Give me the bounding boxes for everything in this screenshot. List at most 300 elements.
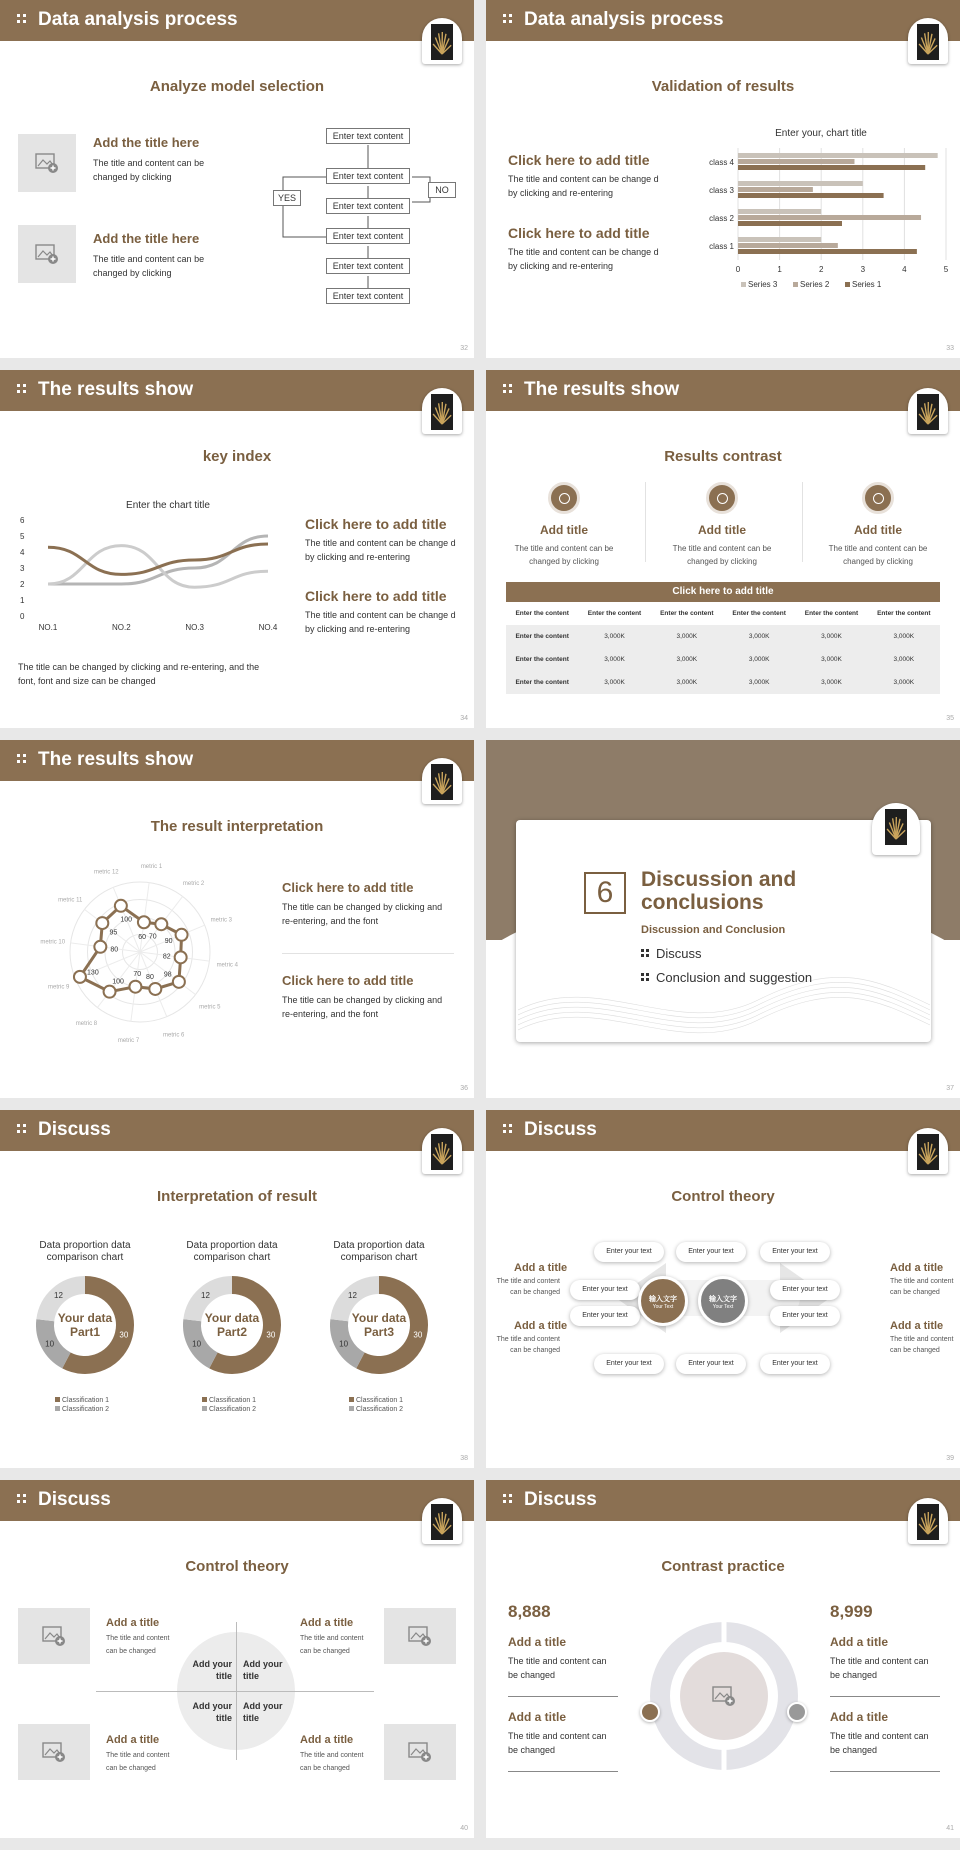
side-body[interactable]: The title and content can be changed <box>890 1278 954 1296</box>
item-body[interactable]: The title and content can be change d by clicking and re-entering <box>305 538 456 562</box>
item-body[interactable]: The title and content can be changed <box>508 1656 607 1680</box>
line-chart <box>10 498 280 638</box>
legend-label: Series 3 <box>748 280 778 289</box>
slice-label: 12 <box>201 1291 210 1301</box>
legend-item <box>55 1397 109 1404</box>
dots-icon <box>17 754 27 764</box>
text-pill[interactable]: Enter your text <box>594 1242 664 1262</box>
bullet-item[interactable] <box>641 970 812 985</box>
legend-swatch <box>202 1406 207 1411</box>
legend-label: Classification 2 <box>356 1406 404 1413</box>
image-icon <box>35 243 59 265</box>
item-body[interactable]: The title and content can be changed <box>830 1731 929 1755</box>
table-cell: 3,000K <box>868 671 940 694</box>
axis-label: metric 9 <box>48 984 70 991</box>
side-title[interactable]: Add a title <box>514 1262 568 1274</box>
legend-label: Classification 1 <box>62 1397 110 1404</box>
page-number: 38 <box>460 1455 468 1462</box>
logo <box>872 803 920 855</box>
bar <box>738 221 842 226</box>
donut-center[interactable]: Your data Part3 <box>351 1311 407 1339</box>
logo <box>908 18 948 64</box>
bullet-item[interactable] <box>641 946 702 961</box>
donut-title[interactable]: Data proportion data comparison chart <box>186 1240 278 1263</box>
y-tick-label: class 3 <box>709 186 734 195</box>
legend-swatch <box>845 282 850 287</box>
y-tick-label: 6 <box>20 516 25 525</box>
image-placeholder[interactable] <box>18 134 76 192</box>
hub-en: Your Text <box>712 1304 734 1310</box>
header-title: Data analysis process <box>38 9 238 30</box>
item-title[interactable]: Click here to add title <box>305 588 447 604</box>
text-pill[interactable]: Enter your text <box>770 1306 840 1326</box>
radar-point <box>96 917 108 929</box>
legend-swatch <box>741 282 746 287</box>
legend-swatch <box>793 282 798 287</box>
dots-icon <box>503 14 513 24</box>
slide-header <box>0 0 474 41</box>
logo-mark <box>431 1504 453 1540</box>
radar-point <box>155 918 167 930</box>
divider <box>282 953 454 954</box>
logo <box>422 388 462 434</box>
table-cell: 3,000K <box>868 625 940 648</box>
item-body[interactable]: The title and content can be change d by clicking and re-entering <box>508 247 659 271</box>
item-title[interactable]: Add a title <box>830 1635 889 1649</box>
logo <box>422 1498 462 1544</box>
clock-dial <box>559 493 570 504</box>
slide-36 <box>0 740 474 1098</box>
quad-title[interactable]: Add your title <box>192 1701 232 1723</box>
slide-41 <box>486 1480 960 1838</box>
x-tick-label: 1 <box>777 265 782 274</box>
flow-box[interactable]: Enter text content <box>326 288 410 304</box>
bar <box>738 209 821 214</box>
text-pill[interactable]: Enter your text <box>570 1306 640 1326</box>
flow-no[interactable]: NO <box>428 182 456 198</box>
page-number: 41 <box>946 1825 954 1832</box>
logo-mark <box>431 24 453 60</box>
quad-title[interactable]: Add your title <box>192 1659 232 1681</box>
data-label: 95 <box>109 929 118 937</box>
text-pill[interactable]: Enter your text <box>570 1280 640 1300</box>
table-cell: 3,000K <box>578 671 650 694</box>
item-title[interactable]: Click here to add title <box>282 973 414 988</box>
image-icon <box>42 1741 66 1763</box>
header-cell: Enter the content <box>804 610 859 617</box>
radar-point <box>94 941 106 953</box>
data-label: 80 <box>146 974 154 982</box>
image-icon <box>42 1625 66 1647</box>
divider <box>508 1696 618 1697</box>
item-title[interactable]: Add a title <box>300 1617 354 1629</box>
image-placeholder[interactable] <box>18 1608 90 1664</box>
side-title[interactable]: Add a title <box>890 1262 944 1274</box>
table-cell: 3,000K <box>723 671 795 694</box>
image-placeholder[interactable] <box>384 1608 456 1664</box>
slide-subtitle: Results contrast <box>664 448 782 465</box>
side-body[interactable]: The title and content can be changed <box>496 1336 560 1354</box>
page-number: 39 <box>946 1455 954 1462</box>
stat-number[interactable]: 8,999 <box>830 1602 873 1621</box>
col-body[interactable]: The title and content can be changed by clicking <box>828 544 928 566</box>
col-title[interactable]: Add title <box>854 523 902 537</box>
table-cell: Enter the content <box>506 625 578 648</box>
item-title[interactable]: Add the title here <box>93 231 200 246</box>
divider <box>830 1696 940 1697</box>
bar <box>738 181 863 186</box>
item-body[interactable]: The title and content can be changed <box>300 1635 364 1655</box>
chart-title: Enter your, chart title <box>775 128 867 139</box>
slide-34 <box>0 370 474 728</box>
section-subtitle[interactable]: Discussion and Conclusion <box>641 924 786 936</box>
y-tick-label: 4 <box>20 548 25 557</box>
logo-mark <box>917 24 939 60</box>
dots-icon <box>503 1124 513 1134</box>
y-tick-label: 2 <box>20 580 25 589</box>
table-cell: 3,000K <box>795 625 867 648</box>
col-title[interactable]: Add title <box>540 523 588 537</box>
bullet-label: Discuss <box>656 946 702 961</box>
axis-label: metric 5 <box>199 1004 221 1011</box>
legend-swatch <box>349 1406 354 1411</box>
image-placeholder[interactable] <box>18 1724 90 1780</box>
donut-center[interactable]: Your data Part1 <box>57 1311 113 1339</box>
item-body[interactable]: The title and content can be change d by clicking and re-entering <box>305 610 456 634</box>
hub-cn: 输入文字 <box>649 1296 677 1303</box>
slide-subtitle: Interpretation of result <box>156 1188 317 1205</box>
header-title: The results show <box>524 379 680 400</box>
text-pill[interactable]: Enter your text <box>676 1354 746 1374</box>
hub-en: Your Text <box>652 1304 674 1310</box>
axis-label: metric 8 <box>75 1020 98 1027</box>
divider <box>802 482 803 562</box>
female-icon <box>787 1702 807 1722</box>
logo <box>908 388 948 434</box>
header-title: Discuss <box>524 1489 597 1510</box>
logo-mark <box>917 394 939 430</box>
item-body[interactable]: The title and content can be changed by clicking <box>93 158 205 182</box>
radar-point <box>175 951 187 963</box>
page-number: 32 <box>460 345 468 352</box>
bar <box>738 153 938 158</box>
item-body[interactable]: The title can be changed by clicking and re-entering, and the font <box>282 902 443 926</box>
text-pill[interactable]: Enter your text <box>594 1354 664 1374</box>
item-body[interactable]: The title and content can be changed <box>106 1752 170 1772</box>
flow-box[interactable]: Enter text content <box>326 128 410 144</box>
image-placeholder[interactable] <box>692 1664 756 1728</box>
page-number: 33 <box>946 345 954 352</box>
col-body[interactable]: The title and content can be changed by clicking <box>514 544 614 566</box>
item-title[interactable]: Add a title <box>106 1617 160 1629</box>
x-tick-label: 0 <box>735 265 741 274</box>
slide-35 <box>486 370 960 728</box>
header-cell: Enter the content <box>877 610 931 617</box>
dots-icon <box>17 384 27 394</box>
col-body[interactable]: The title and content can be changed by clicking <box>672 544 772 566</box>
legend-item <box>55 1406 109 1413</box>
bar-chart <box>686 124 956 294</box>
hub-circle[interactable] <box>638 1276 688 1326</box>
table-row <box>506 625 940 648</box>
results-table <box>506 602 940 694</box>
legend-label: Series 2 <box>800 280 830 289</box>
header-cell: Enter the content <box>660 610 714 617</box>
dots-icon <box>17 14 27 24</box>
flow-box[interactable]: Enter text content <box>326 228 410 244</box>
data-label: 130 <box>87 969 99 977</box>
text-pill[interactable]: Enter your text <box>760 1354 830 1374</box>
flow-box[interactable]: Enter text content <box>326 258 410 274</box>
table-cell: 3,000K <box>651 625 723 648</box>
logo-mark <box>431 764 453 800</box>
axis-label: metric 6 <box>163 1032 185 1039</box>
table-cell: Enter the content <box>506 671 578 694</box>
logo <box>422 1128 462 1174</box>
image-icon <box>35 152 59 174</box>
item-body[interactable]: The title and content can be changed <box>300 1752 364 1772</box>
col-title[interactable]: Add title <box>698 523 746 537</box>
x-tick-label: 4 <box>902 265 907 274</box>
text-pill[interactable]: Enter your text <box>676 1242 746 1262</box>
divider <box>508 1771 618 1772</box>
text-pill[interactable]: Enter your text <box>770 1280 840 1300</box>
clock-dial <box>717 493 728 504</box>
slice-label: 10 <box>192 1339 202 1349</box>
radar-point <box>129 981 141 993</box>
section-number: 6 <box>584 872 626 914</box>
bar <box>738 187 813 192</box>
logo <box>908 1128 948 1174</box>
item-title[interactable]: Click here to add title <box>508 225 650 241</box>
side-body[interactable]: The title and content can be changed <box>890 1336 954 1354</box>
logo-mark <box>885 809 907 845</box>
table-row <box>506 648 940 671</box>
chart-note[interactable]: The title can be changed by clicking and re-entering, and the font, font and size can be changed <box>18 662 260 686</box>
y-tick-label: 1 <box>20 596 25 605</box>
item-body[interactable]: The title and content can be changed <box>106 1635 170 1655</box>
page-number: 36 <box>460 1085 468 1092</box>
image-placeholder[interactable] <box>384 1724 456 1780</box>
header-title: Discuss <box>524 1119 597 1140</box>
bar <box>738 243 838 248</box>
header-title: The results show <box>38 749 194 770</box>
slide-40 <box>0 1480 474 1838</box>
header-title: The results show <box>38 379 194 400</box>
legend-item <box>202 1397 256 1404</box>
bar <box>738 165 925 170</box>
quad-title[interactable]: Add your title <box>243 1701 283 1723</box>
divider <box>645 482 646 562</box>
data-label: 60 <box>138 934 146 942</box>
page-number: 37 <box>946 1085 954 1092</box>
legend-label: Classification 1 <box>356 1397 404 1404</box>
item-title[interactable]: Click here to add title <box>305 516 447 532</box>
data-label: 82 <box>162 953 171 961</box>
table-cell: 3,000K <box>578 625 650 648</box>
bar <box>738 193 884 198</box>
table-cell: 3,000K <box>578 648 650 671</box>
data-label: 70 <box>148 933 157 941</box>
data-label: 90 <box>164 938 173 946</box>
legend-swatch <box>55 1397 60 1402</box>
item-title[interactable]: Add a title <box>830 1710 889 1724</box>
item-title[interactable]: Add a title <box>106 1734 160 1746</box>
y-tick-label: 0 <box>20 612 25 621</box>
side-body[interactable]: The title and content can be changed <box>496 1278 560 1296</box>
table-cell: 3,000K <box>651 648 723 671</box>
side-title[interactable]: Add a title <box>890 1320 944 1332</box>
axis-label: metric 7 <box>117 1038 140 1045</box>
logo-mark <box>431 1134 453 1170</box>
flowchart-connectors <box>270 125 470 315</box>
page-number: 35 <box>946 715 954 722</box>
divider <box>830 1771 940 1772</box>
slide-header <box>486 1480 960 1521</box>
slide-subtitle: Contrast practice <box>661 1558 785 1575</box>
axis-label: metric 3 <box>210 917 232 924</box>
dots-icon <box>503 1494 513 1504</box>
item-body[interactable]: The title and content can be changed <box>508 1731 607 1755</box>
donut-title[interactable]: Data proportion data comparison chart <box>333 1240 425 1263</box>
text-pill[interactable]: Enter your text <box>760 1242 830 1262</box>
slide-subtitle: key index <box>202 448 272 465</box>
slide-subtitle: Validation of results <box>651 78 795 95</box>
clock-dial <box>873 493 884 504</box>
legend-swatch <box>349 1397 354 1402</box>
item-title[interactable]: Add a title <box>508 1710 567 1724</box>
legend-swatch <box>55 1406 60 1411</box>
image-icon <box>408 1625 432 1647</box>
cross-h2 <box>177 1691 295 1692</box>
header-title: Discuss <box>38 1119 111 1140</box>
bar <box>738 159 854 164</box>
y-tick-label: 5 <box>20 532 25 541</box>
radar-point <box>138 916 150 928</box>
slide-subtitle: Control theory <box>671 1188 775 1205</box>
slide-39 <box>486 1110 960 1468</box>
slice-label: 30 <box>413 1330 423 1340</box>
radar-point <box>74 971 86 983</box>
stat-number[interactable]: 8,888 <box>508 1602 551 1621</box>
data-label: 80 <box>110 946 119 954</box>
slide-header <box>486 1110 960 1151</box>
image-icon <box>408 1741 432 1763</box>
item-body[interactable]: The title can be changed by clicking and re-entering, and the font <box>282 995 443 1019</box>
logo <box>908 1498 948 1544</box>
x-tick-label: NO.1 <box>38 623 58 632</box>
slice-label: 10 <box>45 1339 55 1349</box>
y-tick-label: 3 <box>20 564 25 573</box>
item-title[interactable]: Add a title <box>508 1635 567 1649</box>
radar-point <box>173 976 185 988</box>
legend-label: Series 1 <box>852 280 882 289</box>
radar-point <box>115 900 127 912</box>
table-cell: 3,000K <box>651 671 723 694</box>
legend-item <box>349 1406 403 1413</box>
dots-icon <box>641 949 650 958</box>
table-header-row <box>506 602 940 625</box>
donut-center[interactable]: Your data Part2 <box>204 1311 260 1339</box>
logo-mark <box>431 394 453 430</box>
section-title[interactable]: Discussion and conclusions <box>641 868 797 914</box>
quad-title[interactable]: Add your title <box>243 1659 283 1681</box>
legend-label: Classification 2 <box>62 1406 110 1413</box>
wave-decoration <box>518 950 930 1040</box>
header-cell: Enter the content <box>587 610 642 617</box>
x-tick-label: NO.3 <box>185 623 205 632</box>
slide-header <box>486 0 960 41</box>
slide-header <box>0 740 474 781</box>
slice-label: 12 <box>54 1291 63 1301</box>
dots-icon <box>17 1124 27 1134</box>
flow-yes[interactable]: YES <box>273 190 301 206</box>
image-placeholder[interactable] <box>18 225 76 283</box>
item-body[interactable]: The title and content can be change d by clicking and re-entering <box>508 174 659 198</box>
axis-label: metric 1 <box>140 863 163 870</box>
radar-point <box>104 986 116 998</box>
item-title[interactable]: Click here to add title <box>508 152 650 168</box>
item-title[interactable]: Add the title here <box>93 135 200 150</box>
hub-circle[interactable] <box>698 1276 748 1326</box>
slice-label: 12 <box>348 1291 357 1301</box>
slide-subtitle: Analyze model selection <box>149 78 325 95</box>
donut-title[interactable]: Data proportion data comparison chart <box>39 1240 131 1263</box>
page-number: 34 <box>460 715 468 722</box>
slide-33 <box>486 0 960 358</box>
side-title[interactable]: Add a title <box>514 1320 568 1332</box>
header-cell: Enter the content <box>732 610 786 617</box>
axis-label: metric 10 <box>40 939 66 946</box>
data-label: 100 <box>120 916 133 924</box>
x-tick-label: NO.2 <box>111 623 131 632</box>
image-icon <box>712 1685 736 1707</box>
x-tick-label: NO.4 <box>258 623 278 632</box>
table-banner[interactable]: Click here to add title <box>506 582 940 602</box>
legend-label: Classification 2 <box>209 1406 257 1413</box>
radar-chart <box>30 852 250 1052</box>
item-body[interactable]: The title and content can be changed <box>830 1656 929 1680</box>
logo <box>422 758 462 804</box>
table-cell: 3,000K <box>723 625 795 648</box>
legend-label: Classification 1 <box>209 1397 257 1404</box>
flow-box[interactable]: Enter text content <box>326 168 410 184</box>
item-title[interactable]: Click here to add title <box>282 880 414 895</box>
dots-icon <box>503 384 513 394</box>
slide-header <box>0 1480 474 1521</box>
slide-header <box>0 370 474 411</box>
clock-icon <box>548 482 580 514</box>
logo-mark <box>917 1134 939 1170</box>
slide-header <box>0 1110 474 1151</box>
item-title[interactable]: Add a title <box>300 1734 354 1746</box>
item-body[interactable]: The title and content can be changed by clicking <box>93 254 205 278</box>
hub-cn: 输入文字 <box>709 1296 737 1303</box>
header-cell: Enter the content <box>515 610 569 617</box>
clock-icon <box>706 482 738 514</box>
x-tick-label: 5 <box>943 265 949 274</box>
bar <box>738 237 821 242</box>
axis-label: metric 4 <box>216 962 238 969</box>
table-row <box>506 671 940 694</box>
data-label: 98 <box>163 971 172 979</box>
bullet-label: Conclusion and suggestion <box>656 970 813 985</box>
bar <box>738 249 917 254</box>
flow-box[interactable]: Enter text content <box>326 198 410 214</box>
axis-label: metric 12 <box>93 869 119 876</box>
dots-icon <box>17 1494 27 1504</box>
y-tick-label: class 1 <box>709 242 734 251</box>
